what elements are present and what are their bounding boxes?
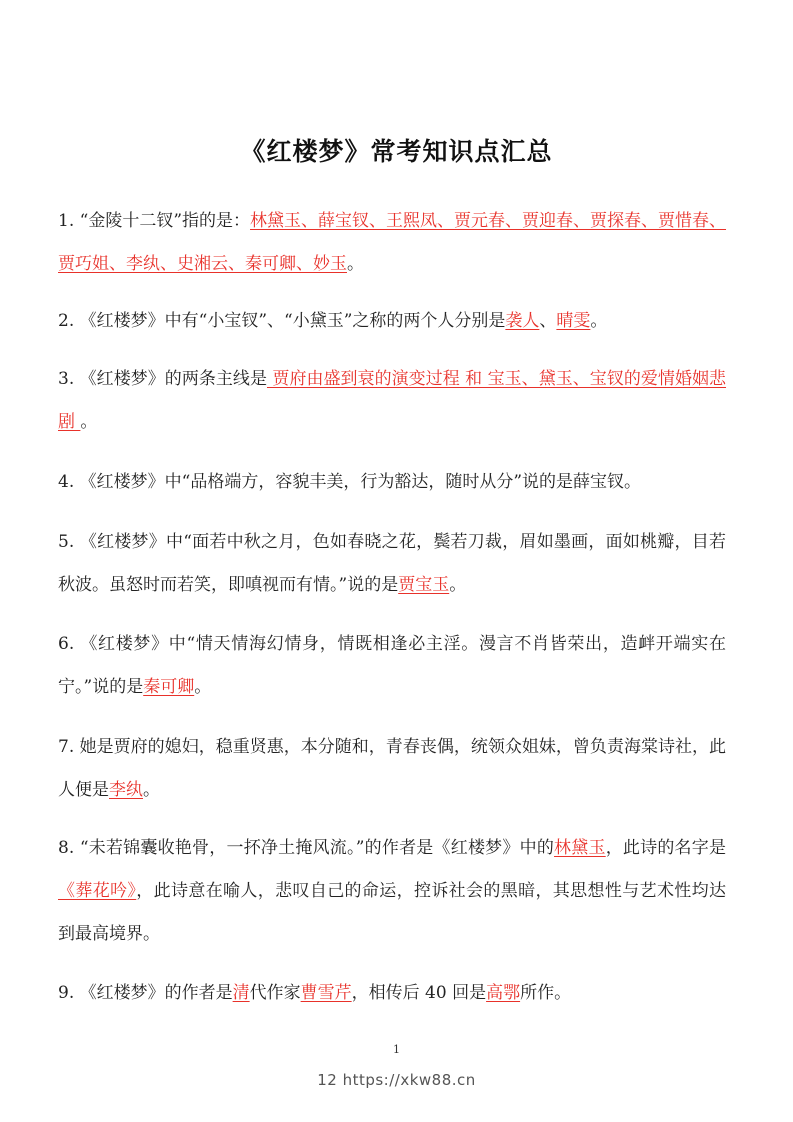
question-text: 3. 《红楼梦》的两条主线是 — [58, 369, 267, 389]
question-item-9 — [58, 972, 726, 1015]
question-item-2 — [58, 300, 726, 343]
question-item-7 — [58, 726, 726, 812]
question-item-1 — [58, 200, 726, 286]
question-text: 4. 《红楼梦》中“品格端方，容貌丰美，行为豁达，随时从分”说的是薛宝钗。 — [58, 472, 642, 492]
question-text: 2. 《红楼梦》中有“小宝钗”、“小黛玉”之称的两个人分别是 — [58, 311, 506, 331]
question-text: ，此诗的名字是 — [605, 838, 726, 858]
question-text: 。 — [143, 780, 160, 800]
question-text: 8. “未若锦囊收艳骨，一抔净土掩风流。”的作者是《红楼梦》中的 — [58, 838, 555, 858]
question-text: 7. 她是贾府的媳妇，稳重贤惠，本分随和，青春丧偶，统领众姐妹，曾负责海棠诗社，此人便是 — [58, 737, 726, 800]
answer-text: 秦可卿 — [143, 677, 195, 697]
question-text: 所作。 — [520, 983, 572, 1003]
question-text: 代作家 — [249, 983, 301, 1003]
question-item-3 — [58, 358, 726, 444]
answer-text: 《葬花吟》 — [58, 881, 137, 901]
answer-text: 贾宝玉 — [398, 575, 450, 595]
answer-text: 袭人 — [505, 311, 540, 331]
answer-text: 林黛玉 — [554, 838, 606, 858]
watermark-url: 12 https://xkw88.cn — [317, 1071, 476, 1089]
question-item-4 — [58, 461, 726, 504]
question-text: ，此诗意在喻人，悲叹自己的命运，控诉社会的黑暗，其思想性与艺术性均达到最高境界。 — [58, 881, 727, 944]
question-text: ，相传后 40 回是 — [351, 983, 487, 1003]
question-item-8 — [58, 827, 726, 956]
question-text: 。 — [590, 311, 608, 331]
question-text: 、 — [539, 311, 557, 331]
question-text: 1. “金陵十二钗”指的是： — [58, 211, 251, 231]
answer-text: 曹雪芹 — [300, 983, 352, 1003]
answer-text: 高鄂 — [486, 983, 521, 1003]
answer-text: 清 — [232, 983, 250, 1003]
answer-text: 林黛玉、薛宝钗、王熙凤、贾元春、贾迎春、贾探春、贾惜春、贾巧姐、李纨、史湘云、秦可卿、妙玉 — [58, 211, 727, 274]
question-text: 5. 《红楼梦》中“面若中秋之月，色如春晓之花，鬓若刀裁，眉如墨画，面如桃瓣，目若秋波。虽怒时而若笑，即嗔视而有情。”说的是 — [58, 532, 726, 595]
question-text: 。 — [194, 677, 212, 697]
answer-text: 李纨 — [109, 780, 143, 800]
question-text: 。 — [80, 412, 98, 432]
question-item-5 — [58, 521, 726, 607]
question-item-6 — [58, 623, 726, 709]
page-title: 《红楼梦》常考知识点汇总 — [240, 137, 553, 166]
page-number: 1 — [393, 1043, 400, 1056]
answer-text: 贾府由盛到衰的演变过程 和 宝玉、黛玉、宝钗的爱情婚姻悲剧 — [58, 369, 727, 432]
answer-text: 晴雯 — [556, 311, 591, 331]
question-text: 。 — [347, 254, 364, 274]
question-text: 6. 《红楼梦》中“情天情海幻情身，情既相逢必主淫。漫言不肖皆荣出，造衅开端实在宁。”说的是 — [58, 634, 726, 697]
question-text: 。 — [449, 575, 467, 595]
question-text: 9. 《红楼梦》的作者是 — [58, 983, 233, 1003]
